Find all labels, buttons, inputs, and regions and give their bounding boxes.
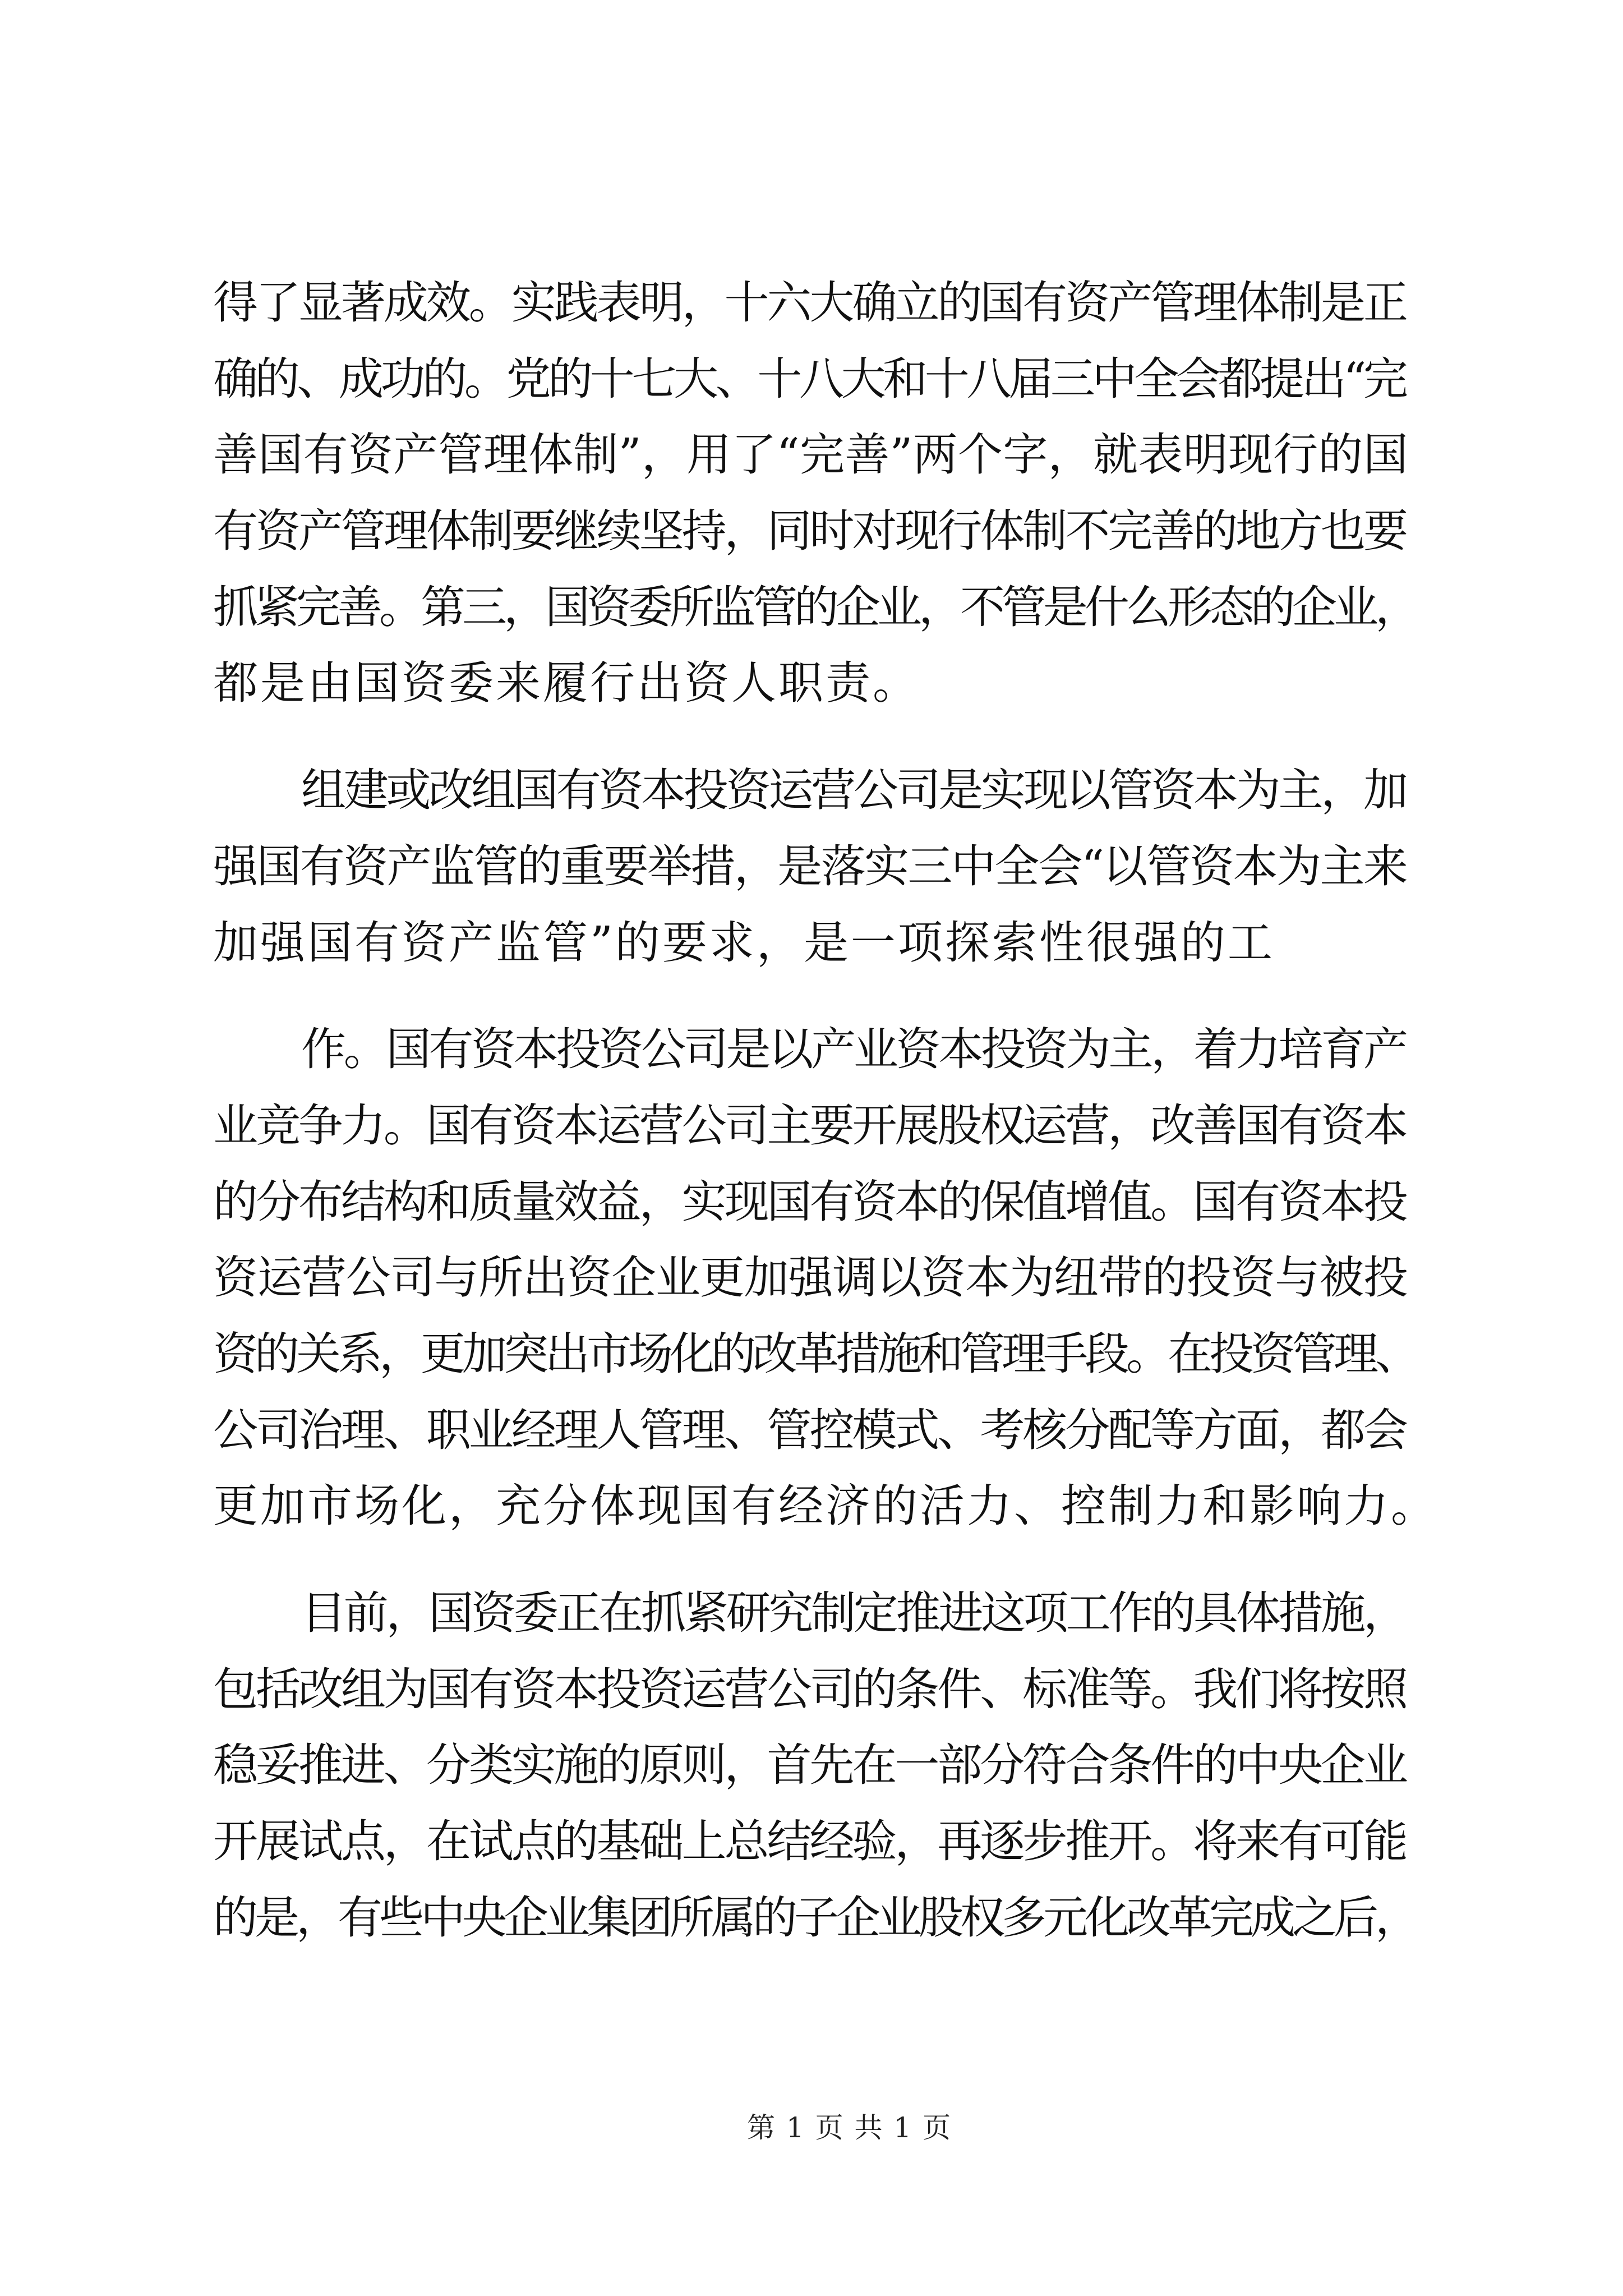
- text-line: 抓紧完善。第三，国资委所监管的企业，不管是什么形态的企业，: [213, 581, 1417, 633]
- text-line: 更加市场化，充分体现国有经济的活力、控制力和影响力。: [213, 1480, 1438, 1532]
- text-line: 作。国有资本投资公司是以产业资本投资为主，着力培育产: [301, 1023, 1406, 1075]
- text-line: 强国有资产监管的重要举措，是落实三中全会“以管资本为主来: [213, 840, 1407, 892]
- text-line: 组建或改组国有资本投资运营公司是实现以管资本为主，加: [301, 764, 1406, 816]
- text-line: 目前，国资委正在抓紧研究制定推进这项工作的具体措施，: [301, 1587, 1406, 1639]
- text-line: 业竞争力。国有资本运营公司主要开展股权运营，改善国有资本: [213, 1099, 1406, 1152]
- text-line: 资运营公司与所出资企业更加强调以资本为纽带的投资与被投: [213, 1251, 1408, 1304]
- text-line: 公司治理、职业经理人管理、管控模式、考核分配等方面，都会: [213, 1404, 1406, 1456]
- text-line: 的是，有些中央企业集团所属的子企业股权多元化改革完成之后，: [213, 1892, 1417, 1944]
- text-line: 有资产管理体制要继续坚持，同时对现行体制不完善的地方也要: [213, 505, 1406, 557]
- text-line: 确的、成功的。党的十七大、十八大和十八届三中全会都提出“完: [213, 353, 1405, 405]
- text-line: 善国有资产管理体制”，用了“完善”两个字，就表明现行的国: [213, 429, 1408, 481]
- text-line: 稳妥推进、分类实施的原则，首先在一部分符合条件的中央企业: [213, 1739, 1406, 1791]
- page-footer: 第 1 页 共 1 页: [747, 2111, 952, 2144]
- text-line: 都是由国资委来履行出资人职责。: [213, 657, 920, 709]
- text-line: 得了显著成效。实践表明，十六大确立的国有资产管理体制是正: [213, 277, 1406, 329]
- text-line: 包括改组为国有资本投资运营公司的条件、标准等。我们将按照: [213, 1663, 1406, 1715]
- text-line: 开展试点，在试点的基础上总结经验，再逐步推开。将来有可能: [213, 1815, 1406, 1867]
- text-line: 资的关系，更加突出市场化的改革措施和管理手段。在投资管理、: [213, 1328, 1417, 1380]
- text-line: 的分布结构和质量效益，实现国有资本的保值增值。国有资本投: [213, 1176, 1406, 1228]
- text-line: 加强国有资产监管”的要求，是一项探索性很强的工: [213, 917, 1275, 969]
